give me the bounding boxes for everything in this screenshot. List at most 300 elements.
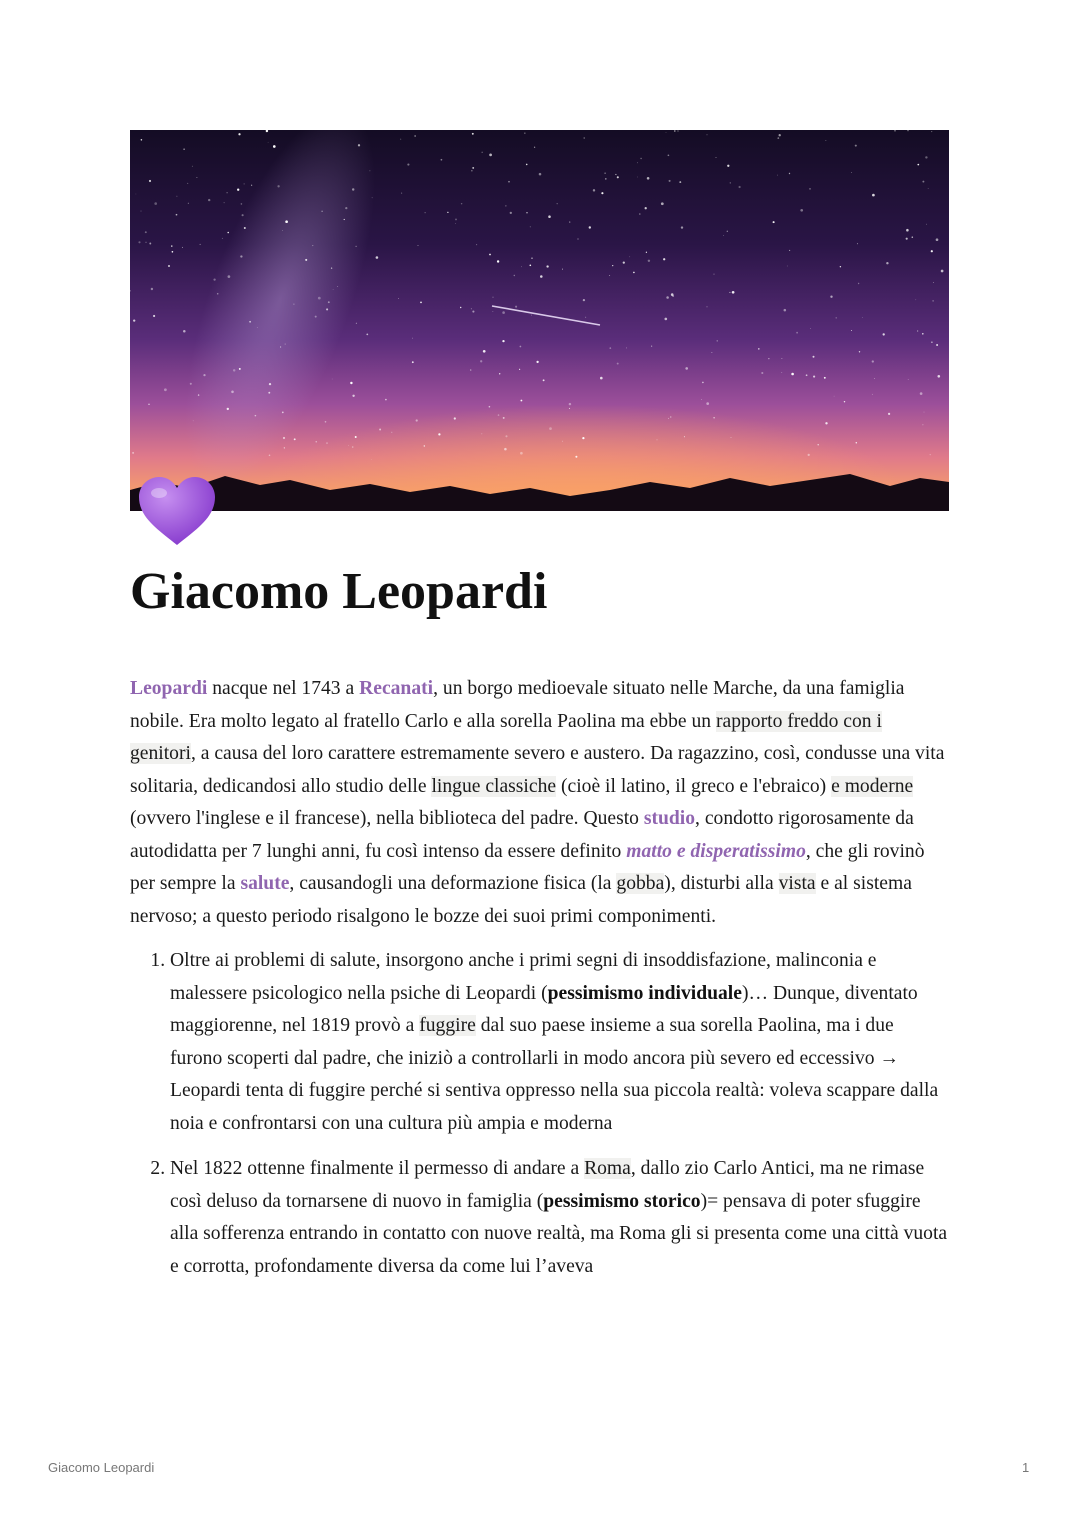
star bbox=[813, 356, 815, 358]
star bbox=[231, 391, 234, 394]
star bbox=[505, 435, 507, 437]
star bbox=[637, 177, 638, 178]
star bbox=[326, 443, 327, 444]
star bbox=[713, 417, 714, 418]
star bbox=[784, 309, 787, 312]
star bbox=[401, 193, 402, 194]
star bbox=[534, 147, 535, 148]
text-span: , dallo zio Carlo Antici, ma ne rimase così deluso da tornarsene di nuovo in famiglia ( bbox=[170, 1158, 925, 1212]
star bbox=[227, 232, 229, 234]
star bbox=[666, 132, 667, 133]
star bbox=[183, 330, 186, 333]
star bbox=[471, 170, 472, 171]
star bbox=[906, 229, 909, 232]
text-span: )… Dunque, diventato maggiorenne, nel 1819 provò a bbox=[170, 982, 918, 1036]
star bbox=[187, 183, 188, 184]
star bbox=[808, 454, 810, 456]
star bbox=[168, 265, 170, 267]
star bbox=[241, 203, 243, 205]
star bbox=[244, 227, 246, 229]
star bbox=[894, 130, 896, 132]
star bbox=[283, 437, 285, 439]
star bbox=[412, 338, 413, 339]
star bbox=[777, 175, 778, 176]
star bbox=[872, 194, 875, 197]
star bbox=[681, 226, 683, 228]
star bbox=[604, 172, 605, 173]
star bbox=[672, 295, 674, 297]
star bbox=[328, 301, 330, 303]
star bbox=[617, 363, 619, 365]
star bbox=[787, 266, 788, 267]
star bbox=[677, 130, 678, 131]
star bbox=[293, 303, 294, 304]
star bbox=[476, 244, 477, 245]
star bbox=[251, 185, 252, 186]
star bbox=[851, 172, 852, 173]
star bbox=[540, 275, 543, 278]
star bbox=[855, 145, 857, 147]
star bbox=[936, 238, 939, 241]
shaded-rapporto: rapporto freddo con i genitori bbox=[130, 710, 882, 764]
star bbox=[800, 209, 803, 212]
star bbox=[789, 250, 790, 251]
star bbox=[153, 315, 155, 317]
star bbox=[917, 330, 918, 331]
star bbox=[282, 412, 284, 414]
star bbox=[548, 215, 551, 218]
text-span: nacque nel 1743 a bbox=[207, 678, 360, 699]
text-span: , un borgo medioevale situato nelle Marche, da una famiglia nobile. Era molto legato al fratello Carlo e alla sorella Paolina ma ebbe un bbox=[130, 678, 905, 732]
star bbox=[332, 379, 333, 380]
star bbox=[729, 292, 730, 293]
star bbox=[664, 318, 667, 321]
star bbox=[315, 316, 317, 318]
star bbox=[817, 444, 818, 445]
star bbox=[915, 299, 916, 300]
star bbox=[781, 372, 782, 373]
star bbox=[543, 379, 545, 381]
star bbox=[732, 291, 735, 294]
star bbox=[615, 174, 616, 175]
text-span: ), disturbi alla bbox=[664, 873, 779, 894]
star bbox=[813, 376, 815, 378]
star bbox=[366, 334, 368, 336]
star bbox=[810, 328, 811, 329]
star bbox=[141, 139, 143, 141]
star bbox=[482, 152, 483, 153]
star bbox=[472, 311, 474, 313]
star bbox=[666, 296, 669, 299]
text-span: )= pensava di poter sfuggire alla sofferenza entrando in contatto con nuove realtà, ma Roma gli si presenta come una città vuota e corrotta, profondamente diversa da come lui l’aveva bbox=[170, 1190, 948, 1277]
star bbox=[685, 367, 688, 370]
star bbox=[791, 373, 794, 376]
star bbox=[497, 260, 499, 262]
star bbox=[502, 311, 505, 314]
star bbox=[318, 297, 321, 300]
star bbox=[727, 165, 729, 167]
shaded-fuggire: fuggire bbox=[419, 1015, 476, 1036]
star bbox=[657, 440, 658, 441]
text-span: (cioè il latino, il greco e l'ebraico) bbox=[556, 775, 832, 797]
star bbox=[348, 445, 349, 446]
star bbox=[761, 372, 763, 374]
star bbox=[937, 375, 940, 378]
star bbox=[526, 164, 528, 166]
star bbox=[920, 392, 923, 395]
star bbox=[345, 207, 347, 209]
star bbox=[701, 399, 702, 400]
star bbox=[924, 412, 925, 413]
star bbox=[145, 231, 147, 233]
star bbox=[325, 421, 327, 423]
star bbox=[249, 321, 251, 323]
star bbox=[146, 242, 147, 243]
text-span: , che gli rovinò per sempre la bbox=[130, 840, 925, 894]
star bbox=[612, 265, 613, 266]
star bbox=[154, 202, 157, 205]
star bbox=[539, 173, 542, 176]
star bbox=[857, 243, 858, 244]
star bbox=[629, 256, 630, 257]
star bbox=[273, 145, 276, 148]
star bbox=[520, 346, 522, 348]
star bbox=[196, 177, 197, 178]
star bbox=[727, 231, 728, 232]
star bbox=[200, 244, 201, 245]
star bbox=[141, 211, 142, 212]
star bbox=[280, 346, 281, 347]
star bbox=[379, 429, 381, 431]
star bbox=[717, 340, 718, 341]
star bbox=[447, 212, 448, 213]
star bbox=[352, 188, 354, 190]
star bbox=[418, 245, 419, 246]
star bbox=[312, 245, 313, 246]
star bbox=[585, 317, 586, 318]
shaded-vista: vista bbox=[778, 873, 816, 894]
star bbox=[400, 139, 401, 140]
star bbox=[415, 135, 416, 136]
star bbox=[589, 226, 591, 228]
star bbox=[489, 154, 492, 157]
star bbox=[326, 308, 328, 310]
star bbox=[331, 267, 332, 268]
star bbox=[609, 347, 611, 349]
star bbox=[549, 427, 552, 430]
star bbox=[883, 333, 885, 335]
star bbox=[493, 311, 494, 312]
star bbox=[505, 205, 506, 206]
star bbox=[713, 274, 714, 275]
list-item bbox=[170, 945, 950, 1140]
star bbox=[758, 348, 760, 350]
star bbox=[182, 247, 183, 248]
star bbox=[503, 417, 505, 419]
star bbox=[282, 230, 283, 231]
star bbox=[237, 189, 239, 191]
star bbox=[148, 404, 149, 405]
star bbox=[862, 317, 863, 318]
star bbox=[438, 433, 440, 435]
star bbox=[424, 445, 425, 446]
star bbox=[520, 452, 523, 455]
star bbox=[240, 255, 242, 257]
shaded-roma: Roma bbox=[584, 1158, 631, 1179]
star bbox=[224, 202, 225, 203]
star bbox=[907, 130, 908, 131]
star bbox=[674, 130, 676, 132]
star bbox=[679, 181, 681, 183]
star bbox=[716, 157, 717, 158]
star bbox=[637, 162, 638, 163]
star bbox=[826, 140, 827, 141]
star bbox=[138, 241, 140, 243]
star bbox=[472, 133, 474, 135]
star bbox=[773, 221, 775, 223]
star bbox=[906, 238, 908, 240]
star bbox=[609, 275, 610, 276]
text-span: dal suo paese insieme a sua sorella Paolina, ma i due furono scoperti dal padre, che iniziò a controllarli in modo ancora più severo ed eccessivo → Leopardi tenta di fuggire perché si sentiva oppresso nella sua piccola realtà: voleva scappare dalla noia e confrontarsi con una cultura più ampia e moderna bbox=[170, 1015, 939, 1134]
star bbox=[337, 286, 338, 287]
page-number: 1 bbox=[1022, 1460, 1030, 1475]
star bbox=[136, 194, 137, 195]
star bbox=[321, 211, 322, 212]
star bbox=[460, 307, 461, 308]
star bbox=[536, 361, 538, 363]
star bbox=[455, 223, 456, 224]
bold-term: pessimismo storico bbox=[543, 1190, 701, 1212]
star bbox=[836, 317, 837, 318]
star bbox=[358, 144, 360, 146]
star bbox=[651, 346, 652, 347]
star bbox=[796, 332, 798, 334]
star bbox=[928, 188, 929, 189]
highlight-matto: matto e disperatissimo bbox=[626, 840, 806, 862]
star bbox=[371, 459, 372, 460]
star bbox=[176, 196, 177, 197]
star bbox=[931, 250, 933, 252]
star bbox=[372, 197, 373, 198]
star bbox=[524, 133, 525, 134]
highlight-studio: studio bbox=[643, 808, 696, 829]
star bbox=[176, 214, 178, 216]
star bbox=[925, 156, 927, 158]
star bbox=[639, 213, 641, 215]
text-span: , condotto rigorosamente da autodidatta per 7 lunghi anni, fu così intenso da essere definito bbox=[130, 808, 914, 862]
star bbox=[489, 254, 491, 256]
star bbox=[932, 300, 933, 301]
star bbox=[825, 422, 827, 424]
star bbox=[416, 419, 418, 421]
highlight-leopardi: Leopardi bbox=[130, 678, 208, 699]
numbered-list bbox=[130, 945, 950, 1283]
star bbox=[888, 413, 890, 415]
star bbox=[355, 436, 357, 438]
star bbox=[470, 369, 472, 371]
star bbox=[707, 306, 708, 307]
star bbox=[515, 306, 517, 308]
star bbox=[520, 400, 522, 402]
star bbox=[600, 377, 603, 380]
star bbox=[569, 403, 571, 405]
star bbox=[493, 297, 494, 298]
star bbox=[461, 203, 462, 204]
star bbox=[502, 340, 504, 342]
star bbox=[583, 299, 585, 301]
star bbox=[455, 218, 457, 220]
star bbox=[285, 220, 288, 223]
star bbox=[872, 394, 873, 395]
text-span: (ovvero l'inglese e il francese), nella biblioteca del padre. Questo bbox=[130, 808, 644, 829]
star bbox=[789, 173, 790, 174]
star bbox=[647, 177, 650, 180]
text-span: , a causa del loro carattere estremamente severo e austero. Da ragazzino, così, condusse una vita solitaria, dedicandosi allo studio delle bbox=[130, 743, 945, 797]
star bbox=[489, 406, 491, 408]
star bbox=[149, 180, 151, 182]
star bbox=[593, 189, 595, 191]
star bbox=[171, 245, 172, 246]
star bbox=[183, 148, 184, 149]
star bbox=[926, 224, 927, 225]
star bbox=[617, 176, 619, 178]
star bbox=[472, 167, 474, 169]
star bbox=[193, 420, 194, 421]
star bbox=[874, 378, 875, 379]
star bbox=[481, 433, 482, 434]
star bbox=[255, 415, 257, 417]
star bbox=[284, 447, 285, 448]
star bbox=[172, 251, 174, 253]
star bbox=[668, 418, 669, 419]
star bbox=[508, 181, 510, 183]
star bbox=[316, 441, 317, 442]
text-span: e al sistema nervoso; a questo periodo risalgono le bozze dei suoi primi componimenti. bbox=[130, 873, 912, 927]
star bbox=[661, 202, 664, 205]
star bbox=[626, 347, 627, 348]
star bbox=[844, 401, 845, 402]
star bbox=[333, 289, 334, 290]
star bbox=[471, 308, 472, 309]
star bbox=[226, 192, 227, 193]
star bbox=[391, 432, 392, 433]
star bbox=[834, 396, 835, 397]
star bbox=[546, 265, 548, 267]
star bbox=[132, 452, 134, 454]
star bbox=[233, 369, 235, 371]
star bbox=[149, 243, 151, 245]
star bbox=[531, 315, 532, 316]
star bbox=[480, 360, 482, 362]
star bbox=[668, 154, 670, 156]
star bbox=[151, 288, 153, 290]
star bbox=[228, 275, 231, 278]
star bbox=[912, 236, 914, 238]
star bbox=[412, 361, 414, 363]
star bbox=[712, 352, 713, 353]
star bbox=[584, 137, 585, 138]
star bbox=[633, 272, 635, 274]
star bbox=[575, 456, 577, 458]
star bbox=[188, 203, 189, 204]
star bbox=[257, 327, 258, 328]
star bbox=[483, 350, 486, 353]
star bbox=[208, 199, 210, 201]
star bbox=[213, 278, 215, 280]
star bbox=[269, 455, 271, 457]
star bbox=[268, 142, 269, 143]
star bbox=[238, 133, 240, 135]
star bbox=[557, 203, 558, 204]
text-span: Oltre ai problemi di salute, insorgono anche i primi segni di insoddisfazione, malinconia e malessere psicologico nella psiche di Leopardi ( bbox=[170, 950, 877, 1004]
star bbox=[706, 402, 709, 405]
star bbox=[917, 164, 919, 166]
star bbox=[369, 170, 370, 171]
star bbox=[398, 298, 399, 299]
star bbox=[936, 344, 938, 346]
star bbox=[198, 394, 199, 395]
star bbox=[886, 262, 888, 264]
star bbox=[933, 282, 934, 283]
star bbox=[529, 264, 531, 266]
star bbox=[521, 266, 522, 267]
star bbox=[217, 293, 219, 295]
star bbox=[514, 275, 515, 276]
star bbox=[739, 186, 741, 188]
star bbox=[356, 323, 357, 324]
highlight-salute: salute bbox=[240, 873, 290, 894]
star bbox=[601, 192, 603, 194]
star bbox=[164, 388, 167, 391]
star bbox=[824, 377, 826, 379]
star bbox=[640, 158, 641, 159]
star bbox=[779, 134, 781, 136]
star bbox=[781, 358, 782, 359]
star bbox=[646, 252, 647, 253]
intro-paragraph bbox=[130, 673, 950, 933]
footer-title: Giacomo Leopardi bbox=[48, 1460, 155, 1475]
star bbox=[663, 258, 665, 260]
star bbox=[856, 442, 857, 443]
star bbox=[130, 290, 131, 292]
text-span: Nel 1822 ottenne finalmente il permesso di andare a bbox=[170, 1158, 585, 1179]
star bbox=[519, 369, 520, 370]
star bbox=[499, 373, 500, 374]
star bbox=[352, 395, 354, 397]
star bbox=[344, 219, 345, 220]
shaded-moderne: e moderne bbox=[831, 775, 914, 797]
star bbox=[578, 239, 579, 240]
star bbox=[859, 351, 860, 352]
text-span: , causandogli una deformazione fisica (la bbox=[289, 873, 617, 894]
star bbox=[858, 283, 859, 284]
star bbox=[227, 408, 229, 410]
star bbox=[930, 454, 931, 455]
star bbox=[723, 235, 724, 236]
star bbox=[239, 368, 241, 370]
star bbox=[562, 441, 563, 442]
star bbox=[707, 134, 708, 135]
star bbox=[605, 178, 607, 180]
star bbox=[922, 181, 924, 183]
star bbox=[768, 358, 769, 359]
star bbox=[931, 131, 932, 132]
purple-heart-icon bbox=[137, 475, 217, 547]
star bbox=[266, 130, 268, 132]
star bbox=[531, 258, 532, 259]
star bbox=[931, 341, 933, 343]
star bbox=[526, 212, 527, 213]
